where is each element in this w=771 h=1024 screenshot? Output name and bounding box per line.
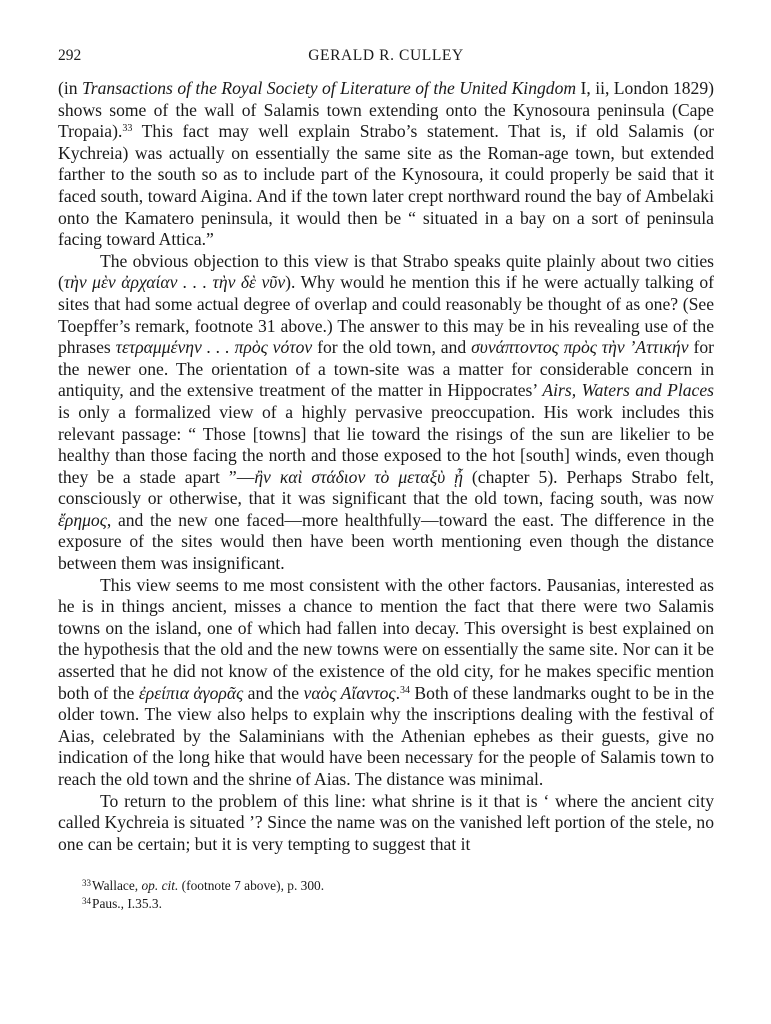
- text-run: for the old town, and: [312, 337, 472, 358]
- paragraph: [58, 251, 714, 575]
- italic-text: ἐρείπια ἀγορᾶς: [138, 682, 244, 703]
- text-run: Both of these landmarks ought to be in the older town. The view also helps to explain why the inscriptions dealing with the festival of Aias, celebrated by the Salaminians with the Athenian ephebes as their guests, give no indication of the long hike that would have been necessary for the people of Salamis town to reach the old town and the shrine of Aias. The distance was minimal.: [58, 682, 714, 789]
- text-run: (chapter 5). Perhaps Strabo felt, consciously or otherwise, that it was significant that the old town, facing south, was now: [58, 466, 714, 509]
- text-run: This fact may well explain Strabo’s statement. That is, if old Salamis (or Kychreia) was actually on essentially the same site as the Roman-age town, but extended farther to the south so as to include part of the Kynosoura, it could properly be said that it faced south, toward Aigina. And if the town later crept northward round the bay of Ambelaki onto the Kamatero peninsula, it would then be “ situated in a bay on a sort of peninsula facing toward Attica.”: [58, 121, 714, 250]
- paragraph: [58, 575, 714, 791]
- body-text: [58, 78, 714, 855]
- italic-text: ἢν καὶ στάδιον τὸ μεταξὺ ᾖ: [254, 466, 463, 487]
- text-run: for the newer one. The orientation of a town-site was a matter for considerable concern in antiquity, and the extensive treatment of the matter in Hippocrates’: [58, 337, 715, 401]
- italic-text: Airs, Waters and Places: [542, 380, 714, 401]
- journal-page: [58, 44, 714, 913]
- italic-text: τὴν μὲν ἀρχαίαν . . . τὴν δὲ νῦν: [63, 272, 286, 293]
- text-run: This view seems to me most consistent with the other factors. Pausanias, interested as he is in things ancient, misses a chance to mention the fact that there were two Salamis towns on the island, one of which had fallen into decay. This oversight is best explained on the hypothesis that the old and the new towns were on essentially the same site. Nor can it be asserted that he did not know of the existence of the old city, for he makes specific mention both of the: [58, 574, 714, 703]
- text-run: (footnote 7 above), p. 300.: [178, 878, 325, 894]
- italic-text: op. cit.: [141, 878, 179, 894]
- italic-text: ἔρημος: [58, 509, 107, 530]
- text-run: , and the new one faced—more healthfully—toward the east. The difference in the exposure of the sites would then have been worth mentioning even though the distance between them was insignificant.: [58, 509, 714, 574]
- text-run: is only a formalized view of a highly pervasive preoccupation. His work includes this relevant passage: “ Those [towns] that lie toward the risings of the sun are likelier to be healthy than those facing the north and those exposed to the hot [south] winds, even though they be a stade apart ”—: [58, 401, 714, 487]
- text-run: To return to the problem of this line: what shrine is it that is ‘ where the ancient city called Kychreia is situated ’? Since the name was on the vanished left portion of the stele, no one can be certain; but it is very tempting to suggest that it: [58, 790, 714, 854]
- text-run: Paus., I.35.3.: [92, 895, 162, 911]
- text-run: Wallace,: [92, 878, 142, 894]
- italic-text: ναὸς Αἴαντος: [303, 682, 396, 703]
- paragraph: [58, 78, 714, 251]
- italic-text: Transactions of the Royal Society of Literature of the United Kingdom: [81, 78, 577, 98]
- running-head: GERALD R. CULLEY: [308, 47, 464, 64]
- footnote-number: 34: [82, 895, 91, 906]
- italic-text: τετραμμένην . . . πρὸς νότον: [115, 337, 313, 358]
- text-run: ). Why would he mention this if he were actually talking of sites that had some actual degree of overlap and could reasonably be thought of as one? (See Toepffer’s remark, footnote 31 above.) The answer to this may be in his revealing use of the phrases: [58, 272, 714, 358]
- text-run: (in: [58, 78, 82, 98]
- text-run: The obvious objection to this view is that Strabo speaks quite plainly about two cities (: [58, 250, 714, 293]
- footnotes: [82, 877, 714, 912]
- footnote: [82, 877, 714, 895]
- footnote-reference: 33: [122, 123, 133, 135]
- paragraph: [58, 791, 714, 856]
- text-run: .: [395, 682, 400, 703]
- text-run: I, ii, London 1829) shows some of the wall of Salamis town extending onto the Kynosoura peninsula (Cape Tropaia).: [58, 78, 714, 142]
- page-number: 292: [58, 47, 82, 64]
- page-header: [58, 44, 714, 68]
- footnote: [82, 895, 714, 913]
- text-run: and the: [243, 682, 304, 703]
- footnote-number: 33: [82, 878, 91, 889]
- footnote-reference: 34: [399, 684, 410, 696]
- italic-text: συνάπτοντος πρὸς τὴν ’Αττικήν: [471, 337, 689, 358]
